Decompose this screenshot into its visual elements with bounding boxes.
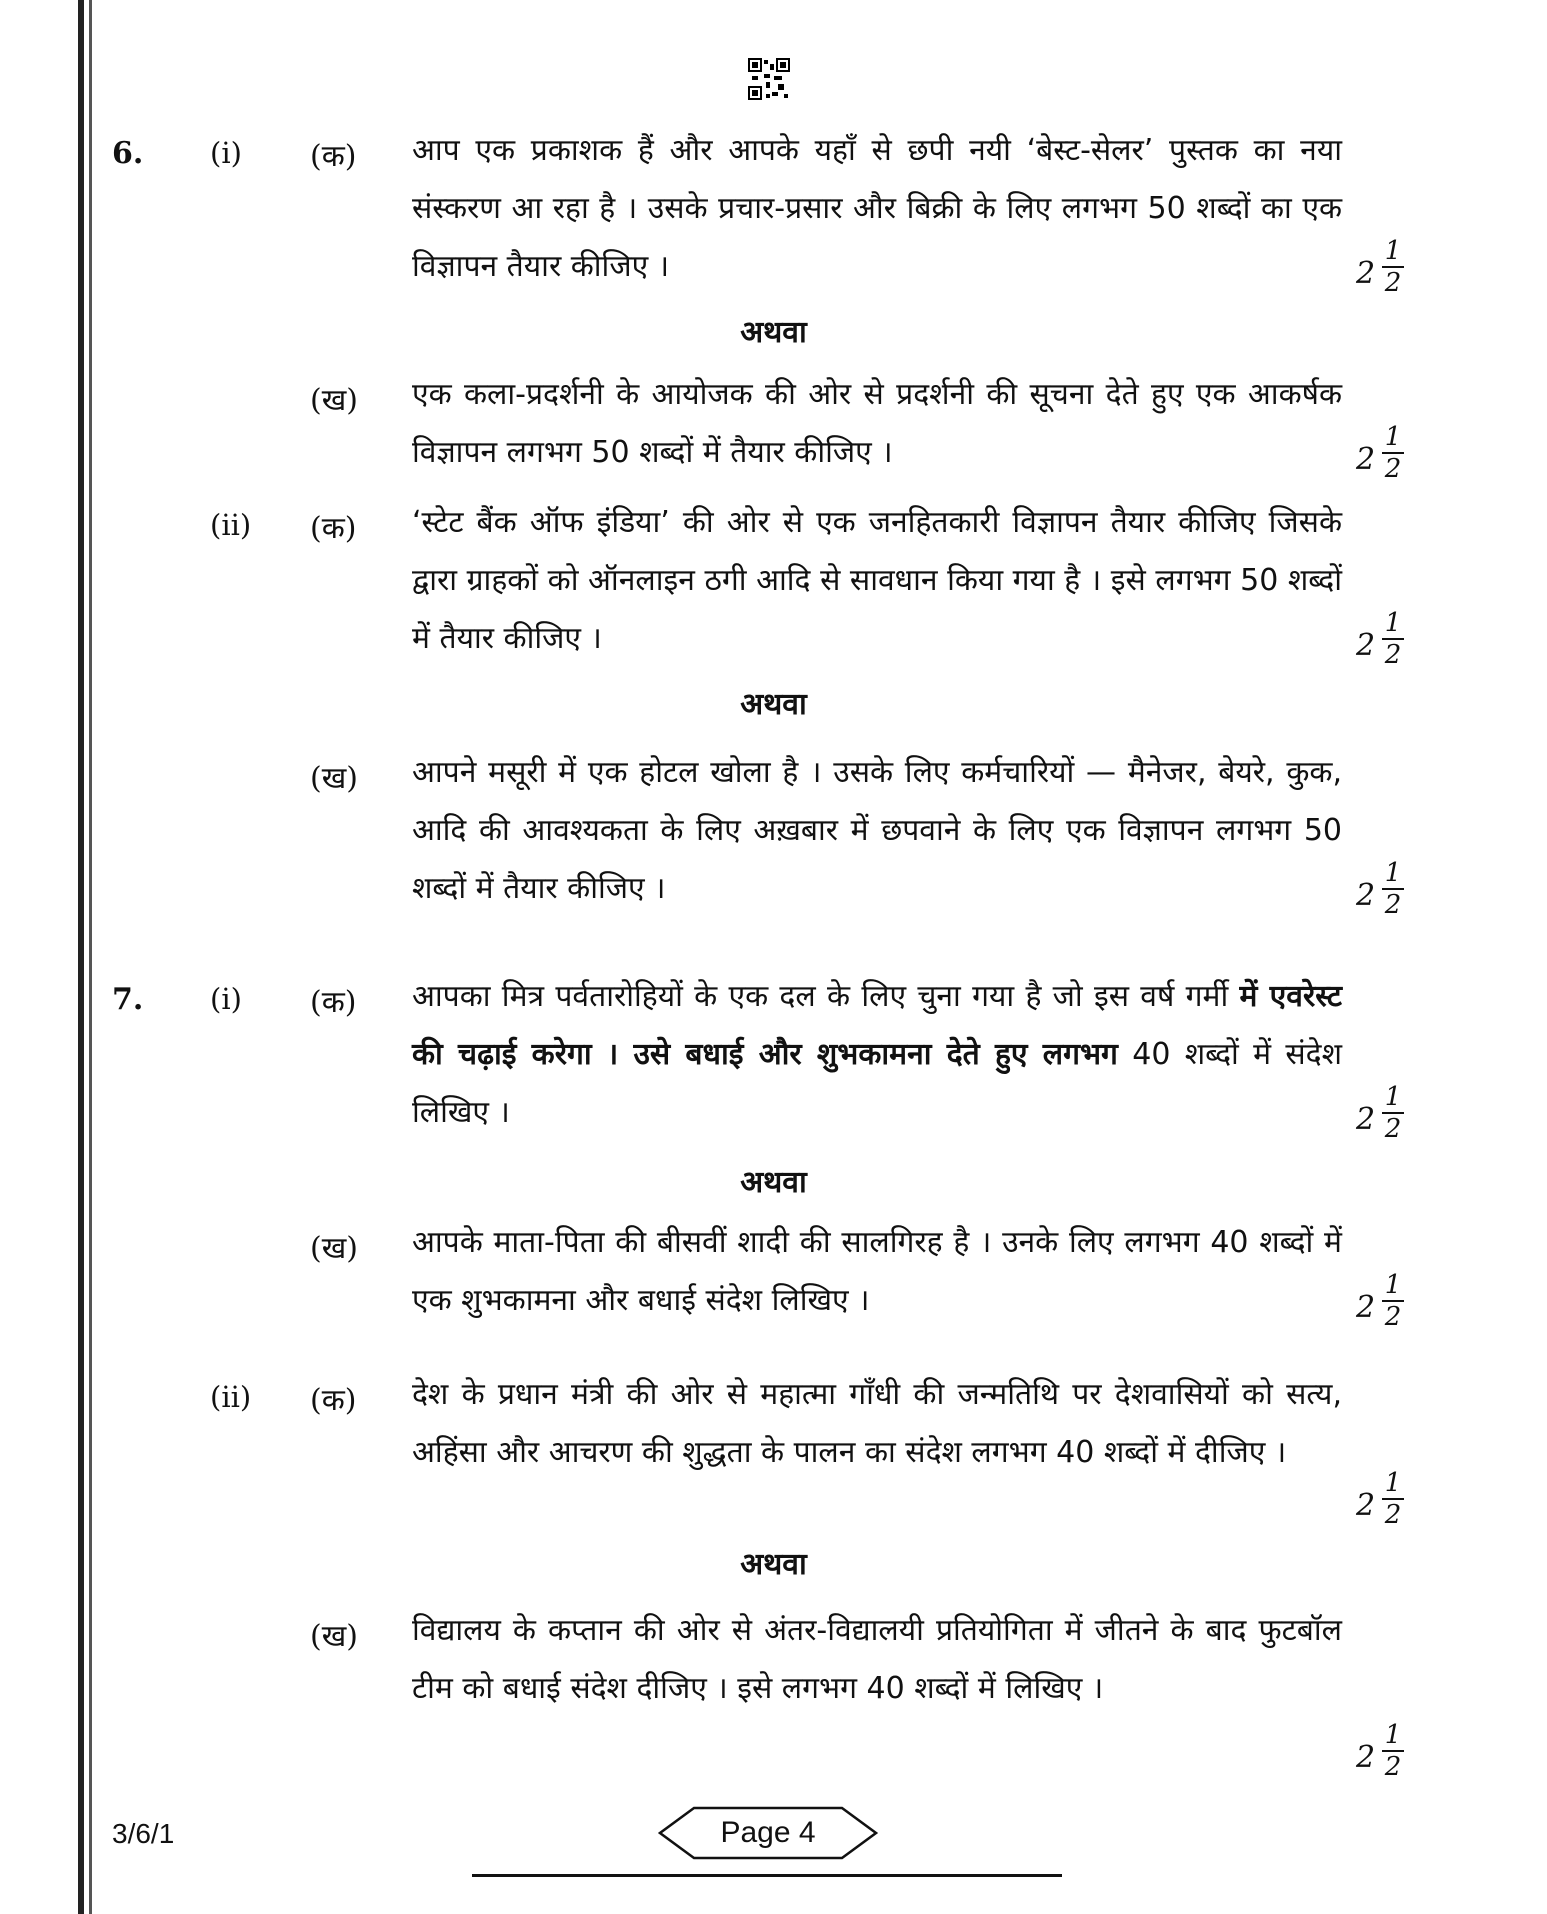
sub-question-label: (i) — [210, 982, 242, 1016]
question-number: 6. — [112, 136, 144, 171]
marks: 2 $\frac{1}{2}$ — [1356, 236, 1416, 316]
sub-question-label: (ii) — [210, 1380, 252, 1414]
part-label: (क) — [310, 985, 357, 1020]
left-margin-binding — [78, 0, 96, 1914]
footer-rule — [472, 1874, 1062, 1877]
marks: 2 $\frac{1}{2}$ — [1356, 1082, 1416, 1162]
question-text: विद्यालय के कप्तान की ओर से अंतर-विद्यालयी प्रतियोगिता में जीतने के बाद फुटबॉल टीम को बधाई संदेश दीजिए । इसे लगभग 40 शब्दों में लिखिए । — [412, 1613, 1342, 1706]
question-text: एक कला-प्रदर्शनी के आयोजक की ओर से प्रदर्शनी की सूचना देते हुए एक आकर्षक विज्ञापन लगभग 50 शब्दों में तैयार कीजिए । — [412, 377, 1342, 470]
sub-question-label: (i) — [210, 136, 242, 170]
question-number: 7. — [112, 982, 144, 1017]
or-separator: अथवा — [740, 315, 807, 350]
or-separator: अथवा — [740, 1165, 807, 1200]
marks: 2 $\frac{1}{2}$ — [1356, 858, 1416, 938]
question-text: आपके माता-पिता की बीसवीं शादी की सालगिरह है । उनके लिए लगभग 40 शब्दों में एक शुभकामना और बधाई संदेश लिखिए । — [412, 1225, 1342, 1318]
marks: 2 $\frac{1}{2}$ — [1356, 1720, 1416, 1800]
part-label: (ख) — [310, 383, 358, 418]
page-number-badge — [658, 1806, 878, 1860]
question-text: ‘स्टेट बैंक ऑफ इंडिया’ की ओर से एक जनहितकारी विज्ञापन तैयार कीजिए जिसके द्वारा ग्राहकों को ऑनलाइन ठगी आदि से सावधान किया गया है । इसे लगभग 50 शब्दों में तैयार कीजिए । — [412, 505, 1342, 656]
part-label: (ख) — [310, 1619, 358, 1654]
sub-question-label: (ii) — [210, 508, 252, 542]
marks: 2 $\frac{1}{2}$ — [1356, 1468, 1416, 1548]
part-label: (क) — [310, 511, 357, 546]
part-label: (ख) — [310, 1231, 358, 1266]
qr-code-icon — [748, 58, 790, 100]
question-text: आप एक प्रकाशक हैं और आपके यहाँ से छपी नयी ‘बेस्ट-सेलर’ पुस्तक का नया संस्करण आ रहा है । उसके प्रचार-प्रसार और बिक्री के लिए लगभग 50 शब्दों का एक विज्ञापन तैयार कीजिए । — [412, 133, 1342, 284]
or-separator: अथवा — [740, 687, 807, 722]
marks: 2 $\frac{1}{2}$ — [1356, 1270, 1416, 1350]
question-text: आपका मित्र पर्वतारोहियों के एक दल के लिए चुना गया है जो इस वर्ष गर्मी में एवरेस्ट की चढ़ाई करेगा । उसे बधाई और शुभकामना देते हुए लगभग 40 शब्दों में संदेश लिखिए । — [412, 979, 1343, 1130]
page-number: Page 4 — [720, 1816, 816, 1849]
question-text: आपने मसूरी में एक होटल खोला है । उसके लिए कर्मचारियों — मैनेजर, बेयरे, कुक, आदि की आवश्यकता के लिए अख़बार में छपवाने के लिए एक विज्ञापन लगभग 50 शब्दों में तैयार कीजिए । — [412, 755, 1342, 906]
part-label: (ख) — [310, 761, 358, 796]
or-separator: अथवा — [740, 1547, 807, 1582]
paper-code: 3/6/1 — [112, 1818, 175, 1849]
part-label: (क) — [310, 139, 357, 174]
part-label: (क) — [310, 1383, 357, 1418]
marks: 2 $\frac{1}{2}$ — [1356, 608, 1416, 688]
marks: 2 $\frac{1}{2}$ — [1356, 422, 1416, 502]
question-text: देश के प्रधान मंत्री की ओर से महात्मा गाँधी की जन्मतिथि पर देशवासियों को सत्य, अहिंसा और आचरण की शुद्धता के पालन का संदेश लगभग 40 शब्दों में दीजिए । — [412, 1377, 1342, 1470]
